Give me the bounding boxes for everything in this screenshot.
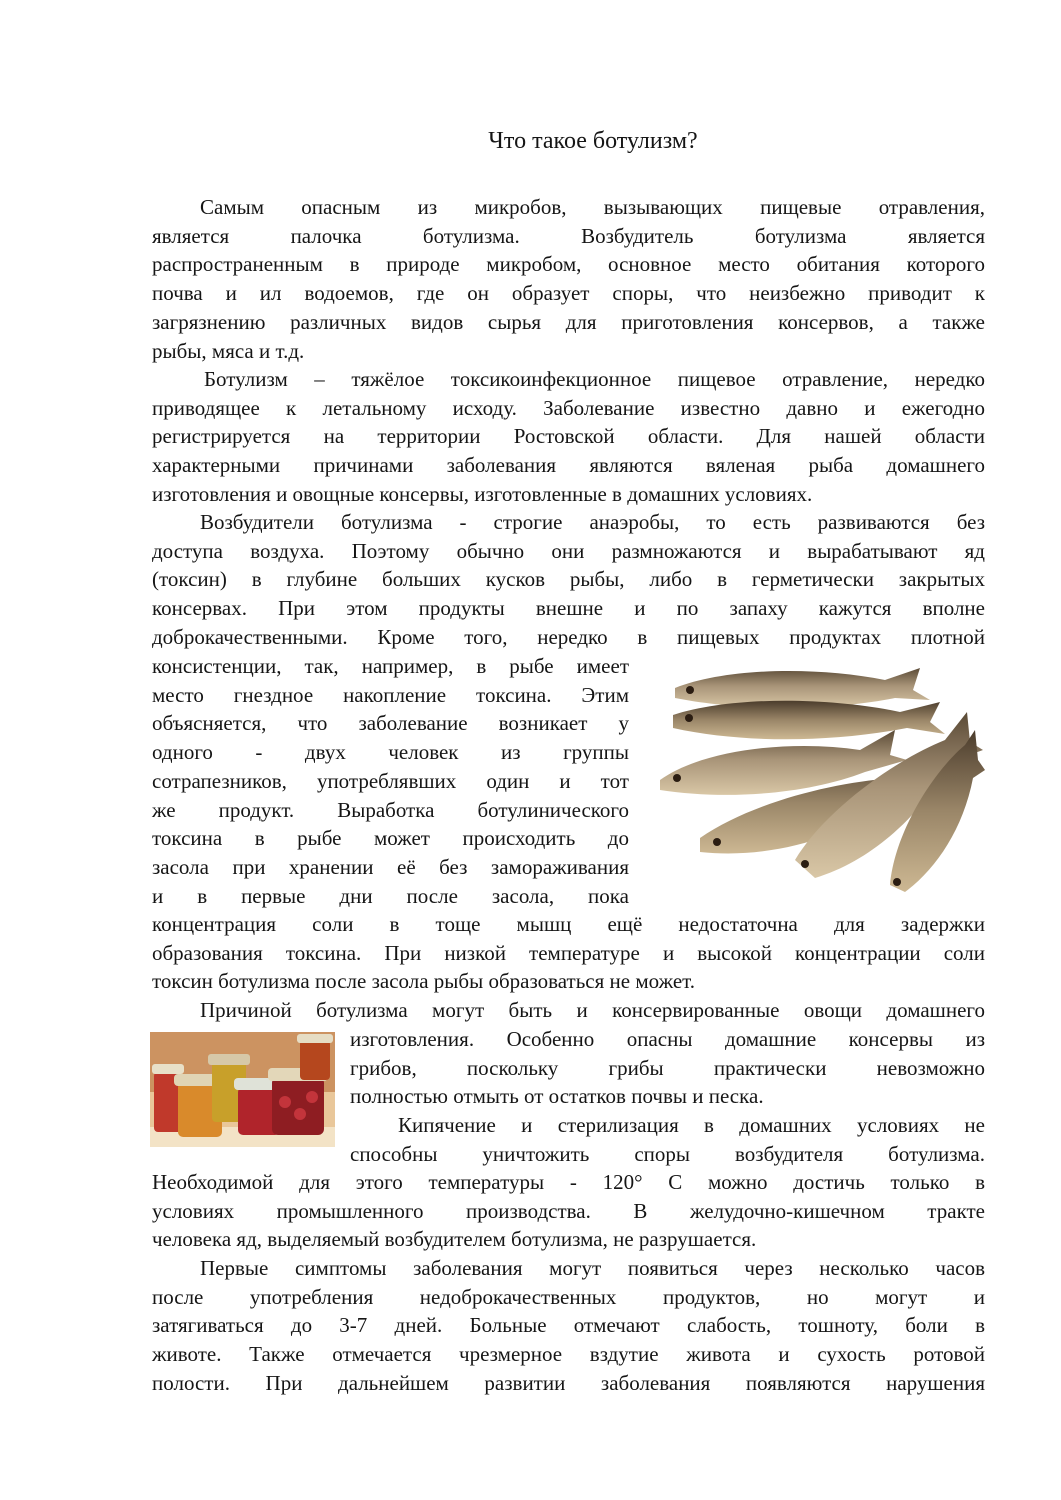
text-line: токсин ботулизма после засола рыбы образоваться не может. bbox=[152, 969, 695, 994]
text-line: одного - двух человек из группы bbox=[152, 740, 629, 765]
text-line: концентрация соли в тоще мышц ещё недостаточна для задержки bbox=[152, 912, 985, 936]
text-line: Необходимой для этого температуры - 120° С можно достичь только в bbox=[152, 1170, 985, 1194]
text-line: же продукт. Выработка ботулинического bbox=[152, 797, 629, 822]
jar-6 bbox=[297, 1034, 333, 1080]
text-line: засола при хранении её без замораживания bbox=[152, 854, 629, 879]
text-line: полости. При дальнейшем развитии заболевания появляются нарушения bbox=[152, 1370, 985, 1395]
paragraph-6 bbox=[152, 1254, 985, 1398]
text-line: изготовления. Особенно опасны домашние консервы из bbox=[350, 1027, 985, 1051]
text-line: затягиваться до 3-7 дней. Больные отмечают слабость, тошноту, боли в bbox=[152, 1313, 985, 1338]
text-line: сотрапезников, употреблявших один и тот bbox=[152, 768, 629, 793]
paragraph-5-end bbox=[152, 1168, 985, 1254]
text-line: Самым опасным из микробов, вызывающих пищевые отравления, bbox=[200, 195, 985, 219]
text-line: изготовления и овощные консервы, изготовленные в домашних условиях. bbox=[152, 481, 813, 506]
text-line: Причиной ботулизма могут быть и консервированные овощи домашнего bbox=[200, 998, 985, 1022]
paragraph-4-wrap bbox=[350, 1025, 985, 1111]
text-line: токсина в рыбе может происходить до bbox=[152, 826, 629, 851]
text-line: консистенции, так, например, в рыбе имеет bbox=[152, 654, 629, 678]
paragraph-3-wrap bbox=[152, 652, 629, 910]
text-line: Возбудители ботулизма - строгие анаэробы, то есть развиваются без bbox=[200, 510, 985, 534]
paragraph-3-end bbox=[152, 910, 985, 996]
text-line: Первые симптомы заболевания могут появиться через несколько часов bbox=[200, 1256, 985, 1280]
paragraph-4 bbox=[152, 996, 985, 1025]
text-line: Ботулизм – тяжёлое токсикоинфекционное пищевое отравление, нередко bbox=[204, 367, 985, 391]
paragraph-2 bbox=[152, 365, 985, 509]
text-line: почва и ил водоемов, где он образует споры, что неизбежно приводит к bbox=[152, 281, 985, 306]
text-line: полностью отмыть от остатков почвы и песка. bbox=[350, 1084, 764, 1109]
text-line: грибов, поскольку грибы практически невозможно bbox=[350, 1055, 985, 1080]
text-line: условиях промышленного производства. В желудочно-кишечном тракте bbox=[152, 1198, 985, 1223]
text-line: загрязнению различных видов сырья для приготовления консервов, а также bbox=[152, 309, 985, 334]
paragraph-1 bbox=[152, 193, 985, 365]
text-line: доброкачественными. Кроме того, нередко в пищевых продуктах плотной bbox=[152, 624, 985, 649]
text-line: распространенным в природе микробом, основное место обитания которого bbox=[152, 252, 985, 277]
fish-2 bbox=[673, 701, 945, 740]
dried-fish-image bbox=[645, 660, 985, 900]
text-line: является палочка ботулизма. Возбудитель ботулизма является bbox=[152, 223, 985, 248]
text-line: место гнездное накопление токсина. Этим bbox=[152, 682, 629, 707]
text-line: и в первые дни после засола, пока bbox=[152, 883, 629, 908]
text-line: способны уничтожить споры возбудителя ботулизма. bbox=[350, 1141, 985, 1166]
preserve-jars-image bbox=[150, 1032, 335, 1147]
text-line: Кипячение и стерилизация в домашних условиях не bbox=[398, 1113, 985, 1137]
text-line: доступа воздуха. Поэтому обычно они размножаются и вырабатывают яд bbox=[152, 538, 985, 563]
text-line: приводящее к летальному исходу. Заболевание известно давно и ежегодно bbox=[152, 395, 985, 420]
paragraph-5-wrap bbox=[350, 1111, 985, 1168]
text-line: образования токсина. При низкой температуре и высокой концентрации соли bbox=[152, 940, 985, 965]
text-line: животе. Также отмечается чрезмерное вздутие живота и сухость ротовой bbox=[152, 1342, 985, 1367]
text-line: (токсин) в глубине больших кусков рыбы, либо в герметически закрытых bbox=[152, 567, 985, 592]
page-title: Что такое ботулизм? bbox=[488, 128, 698, 154]
text-line: регистрируется на территории Ростовской области. Для нашей области bbox=[152, 424, 985, 449]
text-line: характерными причинами заболевания являются вяленая рыба домашнего bbox=[152, 453, 985, 478]
text-line: человека яд, выделяемый возбудителем ботулизма, не разрушается. bbox=[152, 1227, 757, 1252]
paragraph-3 bbox=[152, 508, 985, 652]
text-line: объясняется, что заболевание возникает у bbox=[152, 711, 629, 736]
text-line: рыбы, мяса и т.д. bbox=[152, 338, 305, 363]
text-line: после употребления недоброкачественных продуктов, но могут и bbox=[152, 1284, 985, 1309]
text-line: консервах. При этом продукты внешне и по запаху кажутся вполне bbox=[152, 596, 985, 621]
